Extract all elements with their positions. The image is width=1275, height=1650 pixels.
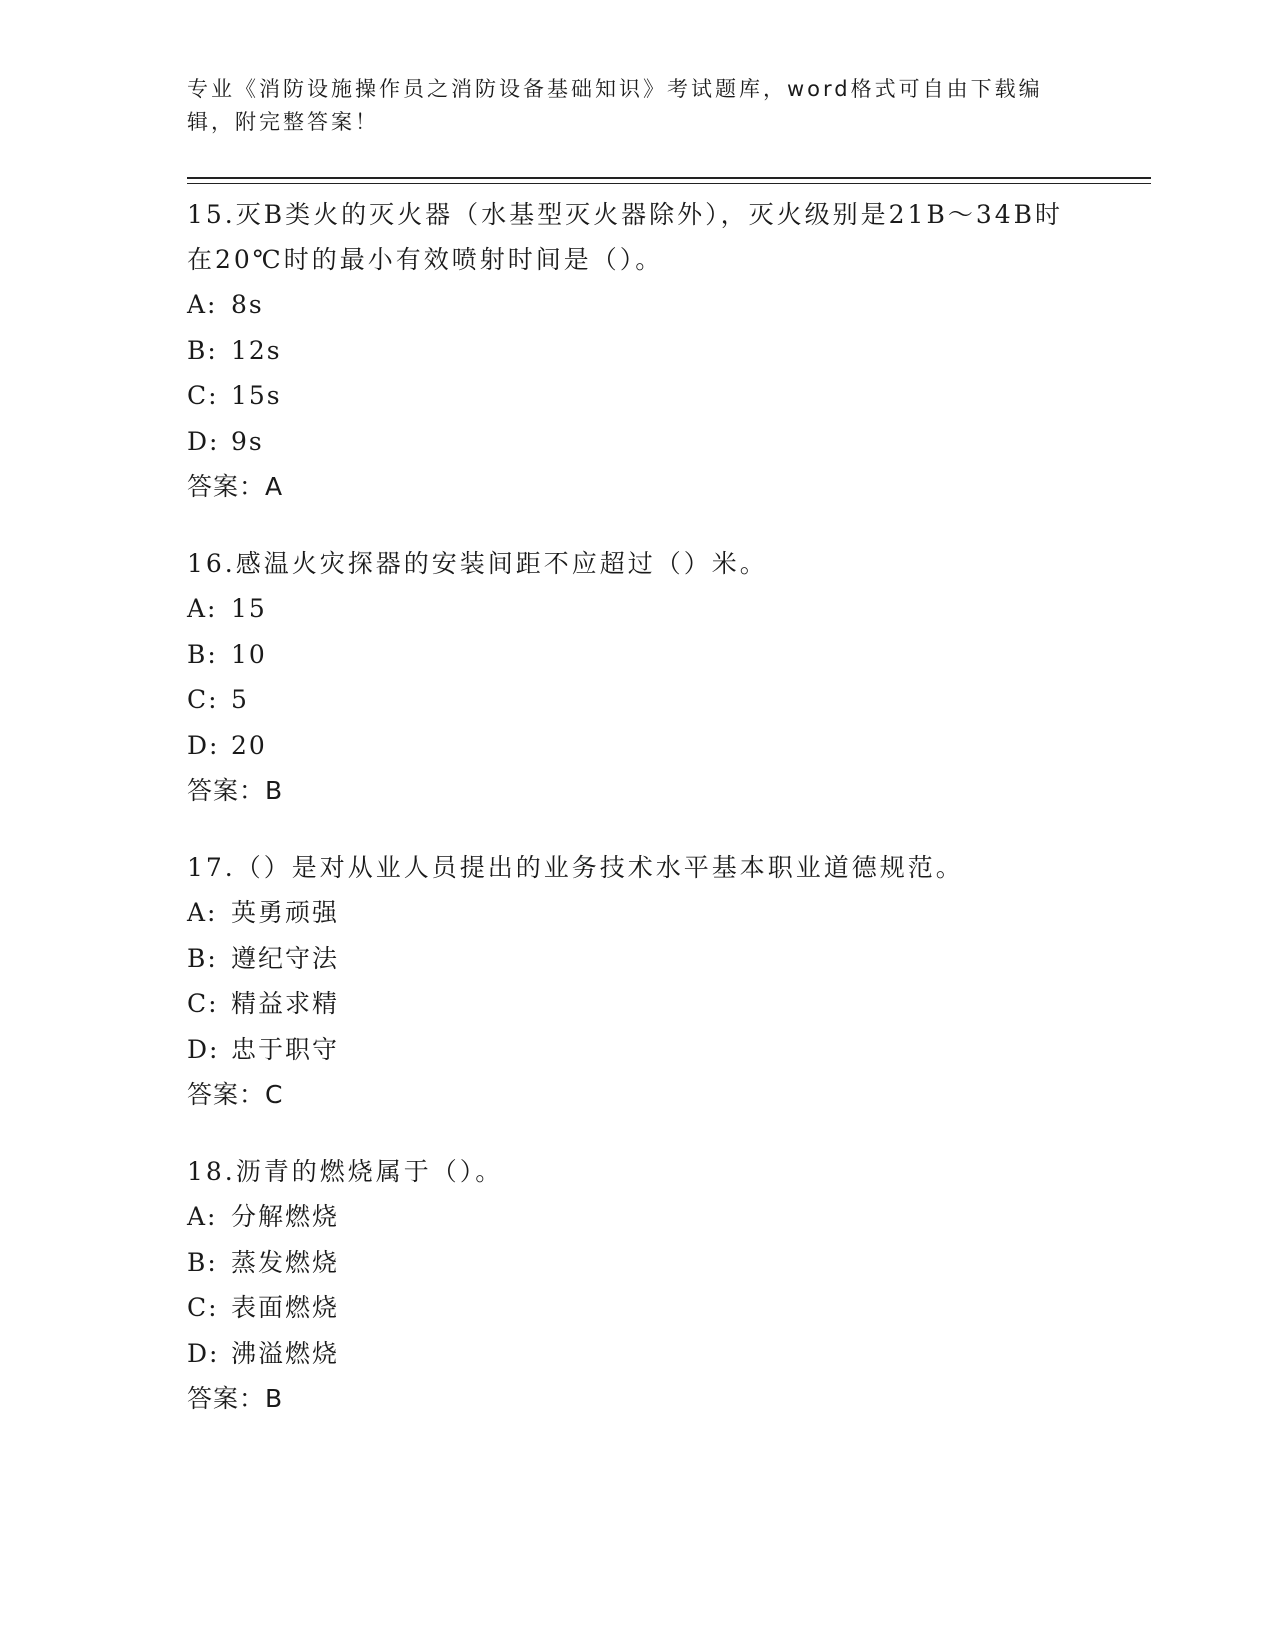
answer-line: 答案：C bbox=[187, 1080, 284, 1109]
answer-line: 答案：A bbox=[187, 472, 284, 501]
option-value: 8s bbox=[231, 290, 264, 319]
option-d bbox=[187, 1027, 1087, 1073]
option-c bbox=[187, 1285, 1087, 1331]
option-value: 20 bbox=[231, 730, 267, 760]
option-value: 15s bbox=[231, 381, 282, 410]
question-17 bbox=[187, 845, 1087, 1117]
option-d bbox=[187, 419, 1087, 465]
option-key: A: bbox=[187, 1202, 218, 1231]
option-d bbox=[187, 1331, 1087, 1377]
option-b bbox=[187, 1240, 1087, 1286]
header-rule-thick bbox=[187, 177, 1151, 179]
option-key: B: bbox=[187, 1247, 218, 1277]
option-a bbox=[187, 1194, 1087, 1240]
option-a bbox=[187, 282, 1087, 328]
option-value: 10 bbox=[231, 639, 267, 669]
option-value: 9s bbox=[231, 426, 264, 456]
option-key: A: bbox=[187, 290, 218, 319]
option-value: 遵纪守法 bbox=[231, 943, 340, 973]
option-c bbox=[187, 981, 1087, 1027]
option-a bbox=[187, 586, 1087, 632]
question-text: 17.（）是对从业人员提出的业务技术水平基本职业道德规范。 bbox=[187, 853, 964, 882]
option-key: B: bbox=[187, 943, 218, 973]
option-value: 精益求精 bbox=[231, 989, 340, 1018]
option-d bbox=[187, 723, 1087, 769]
option-value: 蒸发燃烧 bbox=[231, 1247, 340, 1277]
option-value: 分解燃烧 bbox=[231, 1202, 340, 1231]
header-rule-thin bbox=[187, 183, 1151, 184]
question-list bbox=[187, 192, 1087, 1453]
option-b bbox=[187, 328, 1087, 374]
option-b bbox=[187, 936, 1087, 982]
option-key: D: bbox=[187, 426, 220, 456]
option-key: B: bbox=[187, 335, 218, 365]
question-text: 15.灭B类火的灭火器（水基型灭火器除外），灭火级别是21B～34B时在20℃时的最小有效喷射时间是（）。 bbox=[187, 200, 1063, 274]
option-value: 15 bbox=[231, 594, 267, 623]
option-value: 5 bbox=[231, 685, 249, 714]
option-key: D: bbox=[187, 1338, 220, 1368]
question-text: 18.沥青的燃烧属于（）。 bbox=[187, 1157, 504, 1186]
option-value: 英勇顽强 bbox=[231, 898, 340, 927]
option-key: C: bbox=[187, 1293, 219, 1322]
question-text: 16.感温火灾探器的安装间距不应超过（）米。 bbox=[187, 549, 768, 578]
option-key: C: bbox=[187, 381, 219, 410]
question-18 bbox=[187, 1149, 1087, 1421]
option-a bbox=[187, 890, 1087, 936]
option-key: A: bbox=[187, 898, 218, 927]
option-key: C: bbox=[187, 685, 219, 714]
document-header: 专业《消防设施操作员之消防设备基础知识》考试题库，word格式可自由下载编辑，附完整答案！ bbox=[187, 77, 1043, 134]
answer-line: 答案：B bbox=[187, 776, 284, 805]
option-value: 表面燃烧 bbox=[231, 1293, 340, 1322]
option-value: 沸溢燃烧 bbox=[231, 1338, 340, 1368]
answer-line: 答案：B bbox=[187, 1384, 284, 1413]
option-key: D: bbox=[187, 1034, 220, 1064]
question-15 bbox=[187, 192, 1087, 509]
question-16 bbox=[187, 541, 1087, 813]
option-value: 12s bbox=[231, 335, 282, 365]
option-b bbox=[187, 632, 1087, 678]
option-key: C: bbox=[187, 989, 219, 1018]
option-key: D: bbox=[187, 730, 220, 760]
option-key: B: bbox=[187, 639, 218, 669]
option-key: A: bbox=[187, 594, 218, 623]
option-value: 忠于职守 bbox=[231, 1034, 340, 1064]
option-c bbox=[187, 677, 1087, 723]
option-c bbox=[187, 373, 1087, 419]
